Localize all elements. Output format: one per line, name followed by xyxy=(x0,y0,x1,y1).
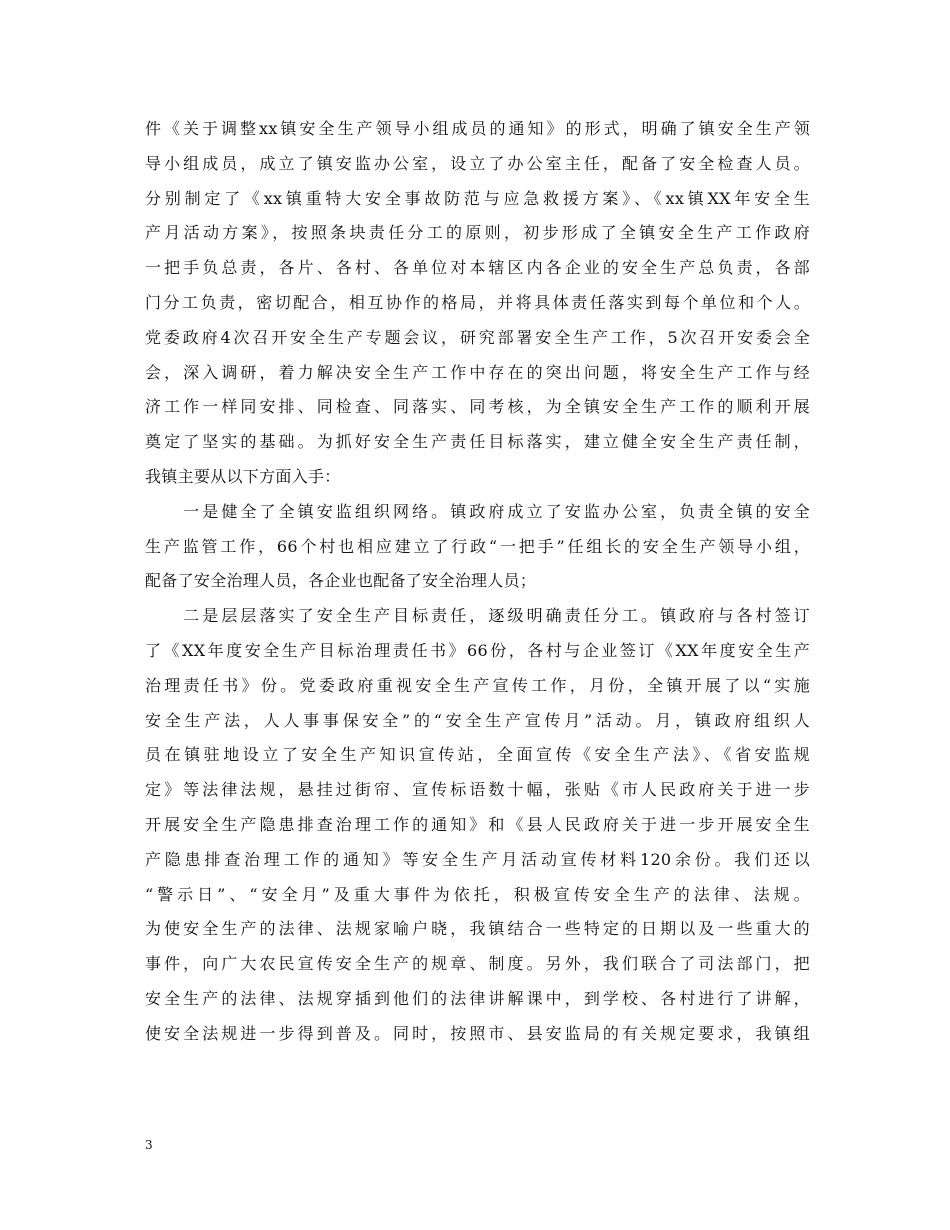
text-line: 事件，向广大农民宣传安全生产的规章、制度。另外，我们联合了司法部门，把 xyxy=(145,954,810,974)
text-line: 治理责任书》份。党委政府重视安全生产宣传工作，月份，全镇开展了以“实施 xyxy=(145,675,810,695)
text-line: 生产监管工作，66个村也相应建立了行政“一把手”任组长的安全生产领导小组， xyxy=(145,536,810,556)
text-line: 会，深入调研，着力解决安全生产工作中存在的突出问题，将安全生产工作与经 xyxy=(145,362,810,382)
text-line: 分别制定了《xx镇重特大安全事故防范与应急救援方案》、《xx镇XX年安全生 xyxy=(145,188,810,208)
text-line: “警示日”、“安全月”及重大事件为依托，积极宣传安全生产的法律、法规。 xyxy=(145,884,810,904)
text-line: 二是层层落实了安全生产目标责任，逐级明确责任分工。镇政府与各村签订 xyxy=(145,606,810,626)
text-line: 开展安全生产隐患排查治理工作的通知》和《县人民政府关于进一步开展安全生 xyxy=(145,814,810,834)
text-line: 门分工负责，密切配合，相互协作的格局，并将具体责任落实到每个单位和个人。 xyxy=(145,292,810,312)
text-line: 安全生产法，人人事事保安全”的“安全生产宣传月”活动。月，镇政府组织人 xyxy=(145,710,810,730)
text-line: 一是健全了全镇安监组织网络。镇政府成立了安监办公室，负责全镇的安全 xyxy=(145,501,810,521)
text-line: 党委政府4次召开安全生产专题会议，研究部署安全生产工作，5次召开安委会全 xyxy=(145,327,810,347)
text-line: 我镇主要从以下方面入手： xyxy=(145,466,341,486)
text-line: 奠定了坚实的基础。为抓好安全生产责任目标落实，建立健全安全生产责任制， xyxy=(145,432,810,452)
text-line: 济工作一样同安排、同检查、同落实、同考核，为全镇安全生产工作的顺利开展 xyxy=(145,397,810,417)
page-number: 3 xyxy=(145,1138,153,1152)
text-line: 定》等法律法规，悬挂过街帘、宣传标语数十幅，张贴《市人民政府关于进一步 xyxy=(145,780,810,800)
text-line: 使安全法规进一步得到普及。同时，按照市、县安监局的有关规定要求，我镇组 xyxy=(145,1023,810,1043)
text-line: 件《关于调整xx镇安全生产领导小组成员的通知》的形式，明确了镇安全生产领 xyxy=(145,119,810,138)
text-line: 为使安全生产的法律、法规家喻户晓，我镇结合一些特定的日期以及一些重大的 xyxy=(145,919,810,939)
text-line: 安全生产的法律、法规穿插到他们的法律讲解课中，到学校、各村进行了讲解， xyxy=(145,988,810,1008)
text-line: 了《XX年度安全生产目标治理责任书》66份，各村与企业签订《XX年度安全生产 xyxy=(145,640,810,660)
text-line: 导小组成员，成立了镇安监办公室，设立了办公室主任，配备了安全检查人员。 xyxy=(145,153,810,173)
body-text xyxy=(145,112,810,1052)
text-line: 产月活动方案》，按照条块责任分工的原则，初步形成了全镇安全生产工作政府 xyxy=(145,223,810,243)
text-line: 配备了安全治理人员，各企业也配备了安全治理人员； xyxy=(145,571,537,591)
text-line: 一把手负总责，各片、各村、各单位对本辖区内各企业的安全生产总负责，各部 xyxy=(145,258,810,278)
text-line: 产隐患排查治理工作的通知》等安全生产月活动宣传材料120余份。我们还以 xyxy=(145,849,810,869)
text-line: 员在镇驻地设立了安全生产知识宣传站，全面宣传《安全生产法》、《省安监规 xyxy=(145,745,810,765)
